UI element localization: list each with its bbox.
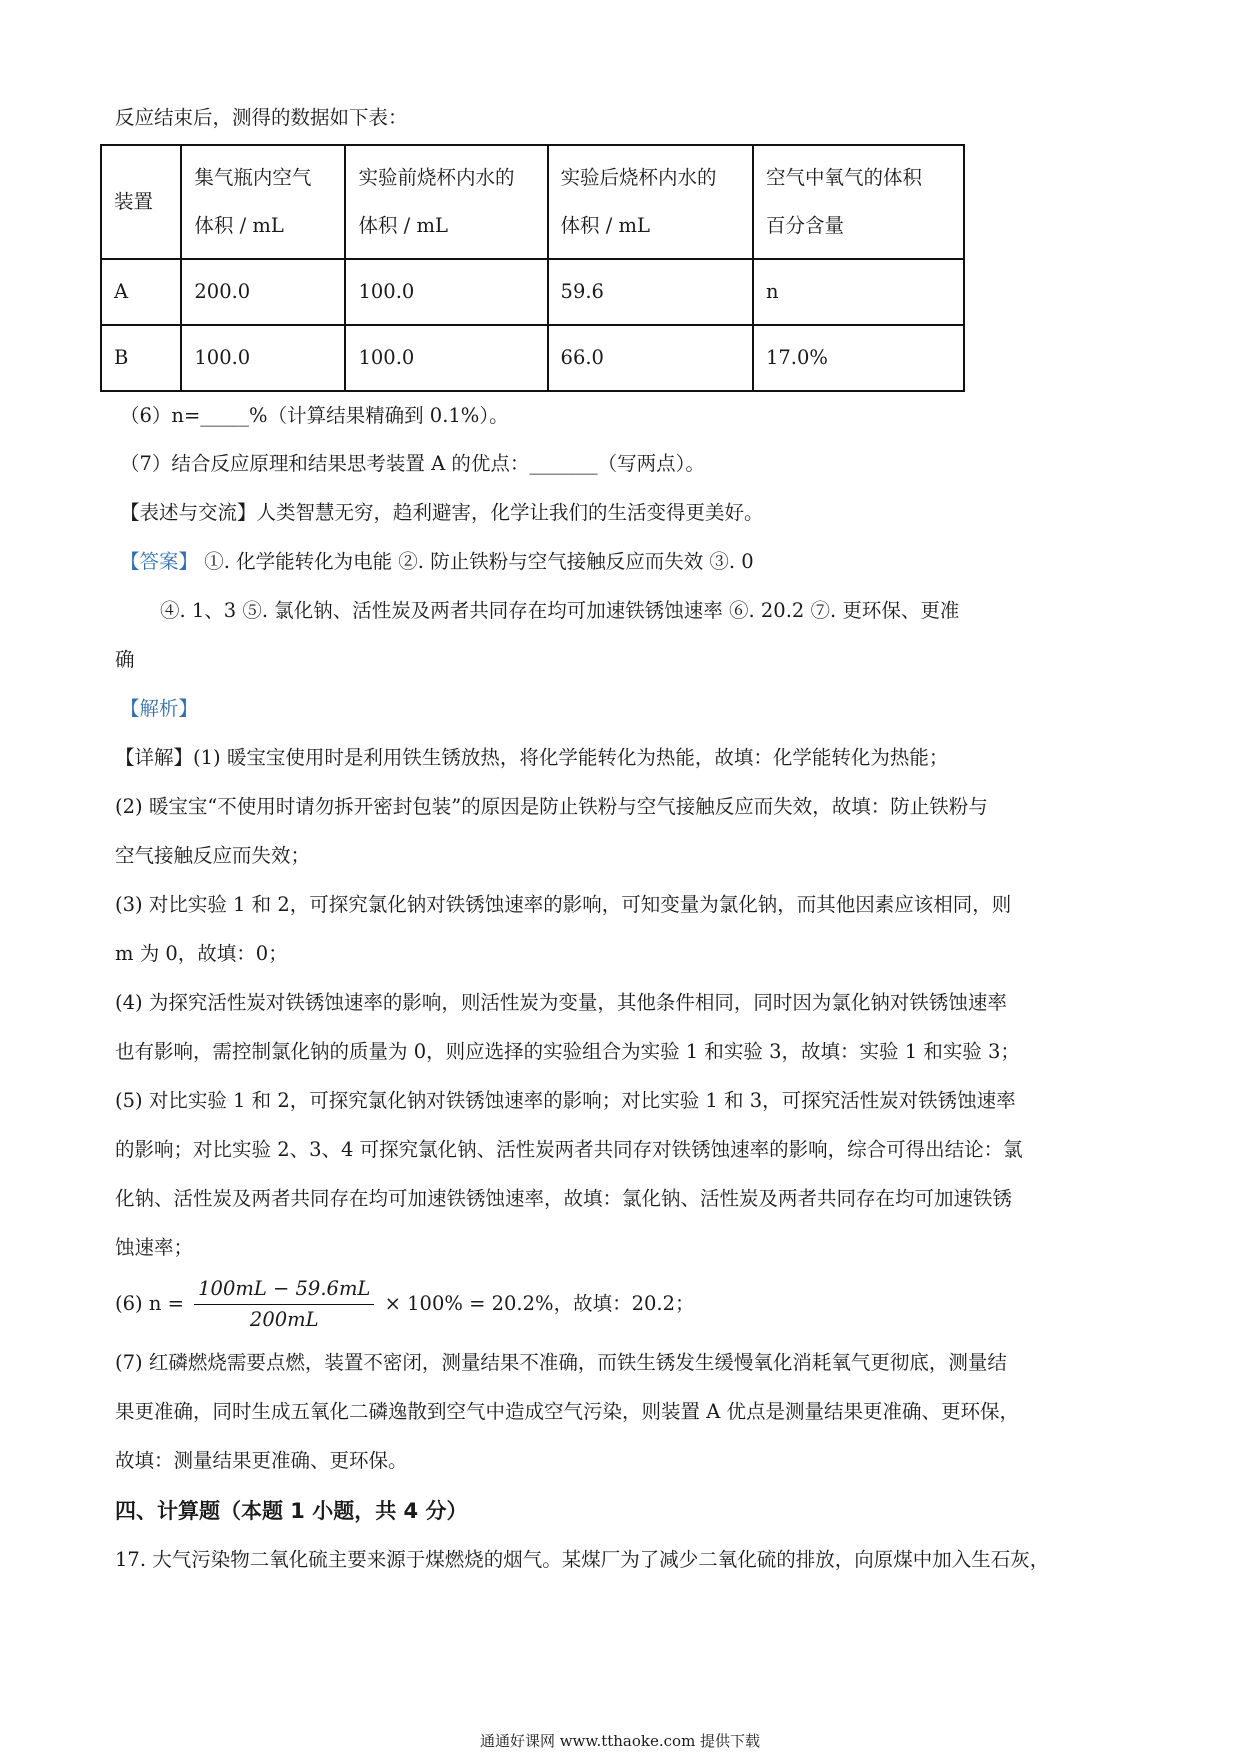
table-row xyxy=(101,325,964,391)
question-7: （7）结合反应原理和结果思考装置 A 的优点：_______（写两点）。 xyxy=(120,452,705,475)
formula-numerator: 100mL − 59.6mL xyxy=(194,1274,374,1305)
table-cell: 100.0 xyxy=(345,259,547,325)
answer-text-1: ①. 化学能转化为电能 ②. 防止铁粉与空气接触反应而失效 ③. 0 xyxy=(198,550,754,573)
formula-tail: ，故填：20.2； xyxy=(553,1292,695,1315)
table-cell: 66.0 xyxy=(548,325,753,391)
detail-line: (2) 暖宝宝“不使用时请勿拆开密封包装”的原因是防止铁粉与空气接触反应而失效，故填：防止铁粉与 xyxy=(115,795,988,818)
detail-line: (4) 为探究活性炭对铁锈蚀速率的影响，则活性炭为变量，其他条件相同，同时因为氯化钠对铁锈蚀速率 xyxy=(115,991,1007,1014)
formula-suffix: × 100% = 20.2% xyxy=(384,1292,554,1315)
table-row xyxy=(101,259,964,325)
detail-line: 蚀速率； xyxy=(115,1236,194,1259)
detail-line: (7) 红磷燃烧需要点燃，装置不密闭，测量结果不准确，而铁生锈发生缓慢氧化消耗氧气更彻底，测量结 xyxy=(115,1351,1007,1374)
header-cell: 集气瓶内空气 体积 / mL xyxy=(181,145,345,259)
table-cell: 59.6 xyxy=(548,259,753,325)
detail-line: (3) 对比实验 1 和 2，可探究氯化钠对铁锈蚀速率的影响，可知变量为氯化钠，而其他因素应该相同，则 xyxy=(115,893,1012,916)
detail-line: 空气接触反应而失效； xyxy=(115,844,311,867)
table-cell: 100.0 xyxy=(345,325,547,391)
section-heading: 四、计算题（本题 1 小题，共 4 分） xyxy=(115,1499,468,1523)
intro-text: 反应结束后，测得的数据如下表： xyxy=(115,106,408,129)
formula-prefix: (6) n = xyxy=(115,1292,184,1315)
table-cell: 17.0% xyxy=(753,325,964,391)
formula-line xyxy=(115,1273,694,1335)
question-17: 17. 大气污染物二氧化硫主要来源于煤燃烧的烟气。某煤厂为了减少二氧化硫的排放，向原煤中加入生石灰， xyxy=(115,1548,1050,1571)
table-cell: 200.0 xyxy=(181,259,345,325)
data-table xyxy=(100,144,965,392)
detail-line: 也有影响，需控制氯化钠的质量为 0，则应选择的实验组合为实验 1 和实验 3，故填：实验 1 和实验 3； xyxy=(115,1040,1020,1063)
answer-line-2: ④. 1、3 ⑤. 氯化钠、活性炭及两者共同存在均可加速铁锈蚀速率 ⑥. 20.2 ⑦. 更环保、更准 xyxy=(160,599,960,622)
detail-line: 化钠、活性炭及两者共同存在均可加速铁锈蚀速率，故填：氯化钠、活性炭及两者共同存在均可加速铁锈 xyxy=(115,1187,1013,1210)
table-cell: 100.0 xyxy=(181,325,345,391)
formula-denominator: 200mL xyxy=(249,1308,319,1331)
table-header-row xyxy=(101,145,964,259)
detail-line: 故填：测量结果更准确、更环保。 xyxy=(115,1449,408,1472)
express-exchange: 【表述与交流】人类智慧无穷，趋利避害，化学让我们的生活变得更美好。 xyxy=(120,501,764,524)
answer-label: 【答案】 xyxy=(120,550,199,573)
detail-line: m 为 0，故填：0； xyxy=(115,942,288,965)
detail-line: 的影响；对比实验 2、3、4 可探究氯化钠、活性炭两者共同存对铁锈蚀速率的影响，综合可得出结论：氯 xyxy=(115,1138,1023,1161)
header-cell: 空气中氧气的体积 百分含量 xyxy=(753,145,964,259)
answer-line-1 xyxy=(120,548,754,576)
header-cell: 实验前烧杯内水的 体积 / mL xyxy=(345,145,547,259)
detail-line: 【详解】(1) 暖宝宝使用时是利用铁生锈放热，将化学能转化为热能，故填：化学能转化为热能； xyxy=(115,746,949,769)
page-footer: 通通好课网 www.tthaoke.com 提供下载 xyxy=(479,1732,761,1750)
table-cell: B xyxy=(101,325,181,391)
analysis-label: 【解析】 xyxy=(120,697,199,720)
question-6: （6）n=_____%（计算结果精确到 0.1%）。 xyxy=(120,404,509,427)
header-cell: 实验后烧杯内水的 体积 / mL xyxy=(548,145,753,259)
detail-line: 果更准确，同时生成五氧化二磷逸散到空气中造成空气污染，则装置 A 优点是测量结果更准确、更环保， xyxy=(115,1400,1019,1423)
formula-fraction xyxy=(194,1274,374,1335)
answer-line-3: 确 xyxy=(115,648,135,671)
header-cell: 装置 xyxy=(101,145,181,259)
table-cell: n xyxy=(753,259,964,325)
table-cell: A xyxy=(101,259,181,325)
detail-line: (5) 对比实验 1 和 2，可探究氯化钠对铁锈蚀速率的影响；对比实验 1 和 3，可探究活性炭对铁锈蚀速率 xyxy=(115,1089,1016,1112)
